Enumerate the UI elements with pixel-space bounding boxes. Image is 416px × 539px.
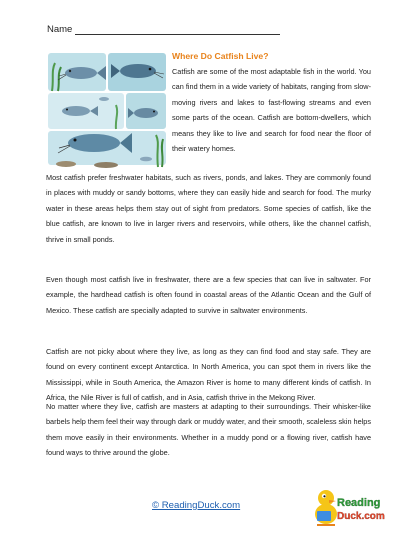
name-label: Name [47, 24, 73, 35]
svg-text:Duck.com: Duck.com [337, 511, 385, 522]
paragraph-adaptation: No matter where they live, catfish are masters at adapting to their surroundings. Their whisker-like barbels help them feel their way through dark or muddy water, and their smooth, scaleless skin helps them move easily in their environments. Whether in a muddy pond or a flowing river, catfish have found ways to thrive around the globe. [46, 402, 371, 458]
paragraph-saltwater: Even though most catfish live in freshwater, there are a few species that can live in saltwater. For example, the hardhead catfish is often found in coastal areas of the Atlantic Ocean and the Gulf of Mexico. These catfish are specially adapted to survive in saltwater environments. [46, 275, 371, 315]
readingduck-link[interactable]: © ReadingDuck.com [152, 500, 241, 511]
reading-duck-logo [313, 484, 385, 528]
article-title: Where Do Catfish Live? [172, 51, 269, 61]
name-field-row [47, 24, 280, 35]
svg-text:Reading: Reading [337, 497, 381, 509]
paragraph-continents: Catfish are not picky about where they live, as long as they can find food and stay safe. They are found on every continent except Antarctica. In North America, you can spot them in rivers like the Mississippi, while in South America, the Amazon River is home to many different kinds of catfish. In Africa, the Nile River is full of catfish, and in Asia, catfish thrive in the Mekong River. [46, 347, 371, 403]
paragraph-freshwater: Most catfish prefer freshwater habitats, such as rivers, ponds, and lakes. They are commonly found in places with muddy or sandy bottoms, where they can easily hide and search for food. The murky water in these areas helps them stay out of sight from predators. Some species of catfish, like the blue catfish, are known to live in larger rivers and reservoirs, while others, like the channel catfish, thrive in small ponds. [46, 173, 371, 244]
name-blank-line[interactable] [75, 25, 280, 35]
intro-paragraph: Catfish are some of the most adaptable fish in the world. You can find them in a wide variety of habitats, ranging from slow-moving rivers and lakes to fast-flowing streams and even some parts of the ocean. Catfish are bottom-dwellers, which means they like to live and search for food near the floor of their watery homes. [172, 67, 371, 154]
catfish-habitat-illustration [46, 51, 168, 167]
